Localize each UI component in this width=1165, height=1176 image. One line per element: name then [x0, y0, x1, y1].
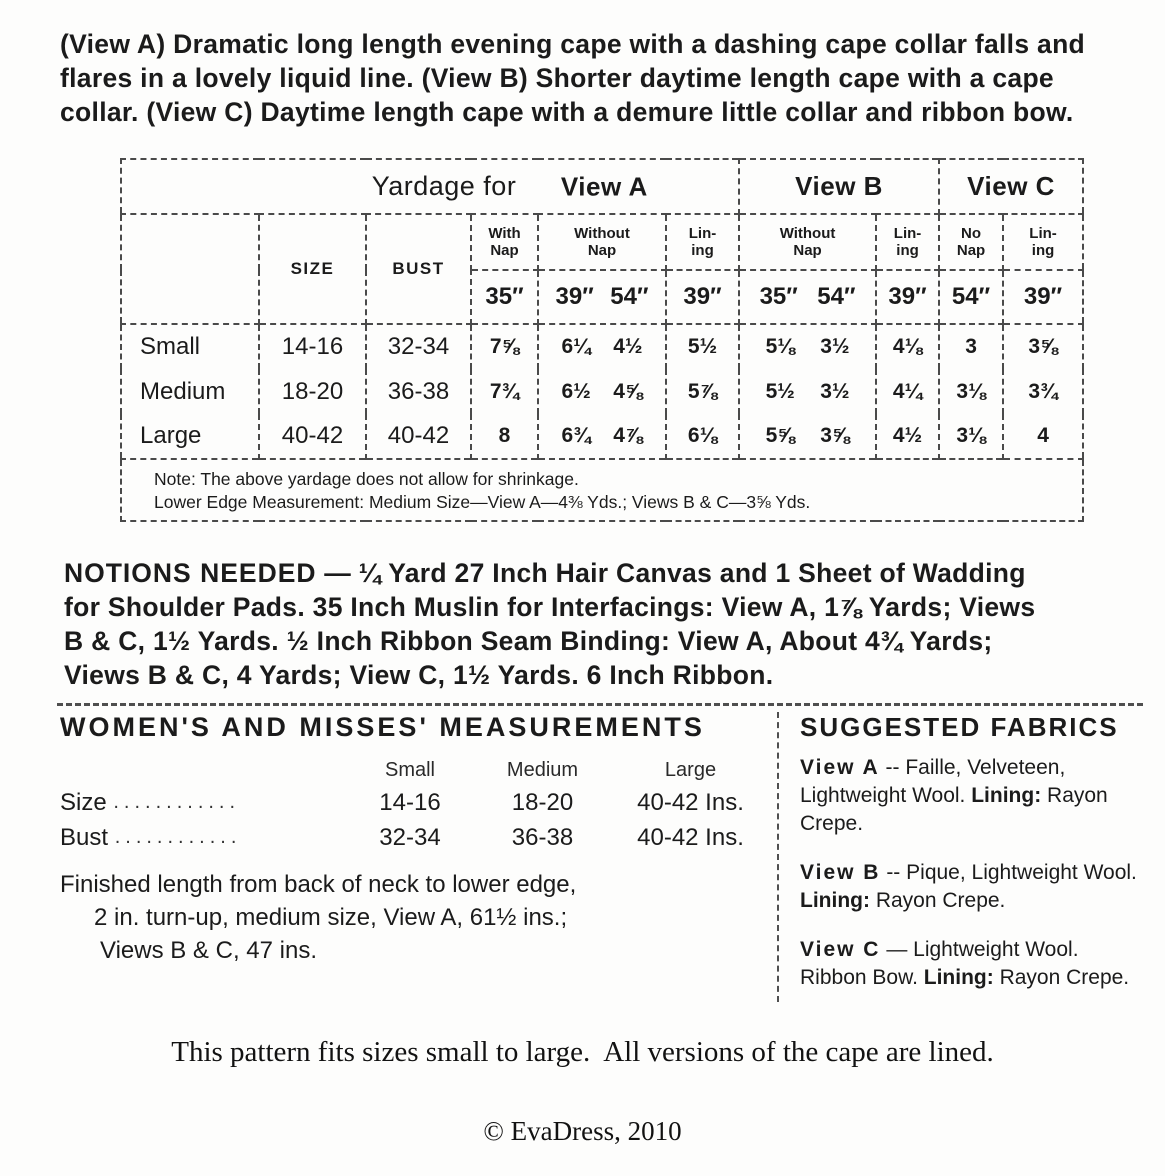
dot-leader: ............: [114, 826, 242, 848]
yardage-table-section: [120, 158, 1084, 522]
bust-column-header: BUST: [366, 214, 471, 324]
notions-paragraph: [64, 556, 1154, 692]
size-name-cell: Large: [121, 414, 259, 459]
yardage-row-large: [121, 414, 1083, 459]
copyright: © EvaDress, 2010: [483, 1116, 682, 1146]
yardage-value: 4: [1037, 424, 1049, 447]
dot-leader: ............: [113, 791, 241, 813]
notions-heading: NOTIONS NEEDED: [64, 558, 317, 588]
intro-line: (View A) Dramatic long length evening cape with a dashing cape collar falls and: [60, 29, 1086, 59]
yardage-header-row: [121, 159, 1083, 214]
notions-line: Views B & C, 4 Yards; View C, 1½ Yards. 6 Inch Ribbon.: [64, 660, 774, 690]
lining-label: Lining:: [971, 784, 1048, 807]
view-b-header: View B: [739, 159, 939, 214]
size-name-cell: Small: [121, 324, 259, 369]
view-b-lining-header: Lin- ing: [876, 214, 939, 270]
finished-length-note: Finished length from back of neck to lower edge, 2 in. turn-up, medium size, View A, 61½ ins.; Views B & C, 47 ins.: [60, 871, 577, 964]
fabric-item-view-a: View A -- Faille, Velveteen, Lightweight Wool. Lining: Rayon Crepe.: [800, 756, 1108, 835]
view-c-no-nap-header: No Nap: [939, 214, 1003, 270]
view-c-header: View C: [939, 159, 1083, 214]
vertical-divider: [777, 712, 779, 1002]
yardage-value-pair: 5⅝ 3⅝: [739, 414, 876, 459]
measurement-value: 14-16: [379, 789, 441, 816]
yardage-row-small: [121, 324, 1083, 369]
fabric-item-view-b: View B -- Pique, Lightweight Wool. Lining: Rayon Crepe.: [800, 861, 1137, 912]
fabric-view-label: View C: [800, 938, 881, 961]
col-header-medium: Medium: [506, 759, 579, 781]
view-a-with-nap-header: With Nap: [471, 214, 538, 270]
view-a-header: View A: [560, 171, 648, 201]
yardage-subheader-row: [121, 214, 1083, 270]
view-a-lining-header: Lin- ing: [666, 214, 739, 270]
empty-corner-cell: [121, 214, 259, 324]
yardage-value: 8: [471, 414, 538, 459]
yardage-notes-cell: [121, 459, 1083, 521]
measurements-section: [60, 712, 766, 967]
size-range-cell: 40-42: [259, 414, 366, 459]
suggested-fabrics-title: SUGGESTED FABRICS: [800, 712, 1119, 742]
width-b-without-nap: 35″ 54″: [739, 270, 876, 324]
yardage-value: 3⅝: [1028, 335, 1058, 358]
measurements-title: WOMEN'S AND MISSES' MEASUREMENTS: [60, 712, 705, 742]
fabric-item-view-c: View C — Lightweight Wool. Ribbon Bow. Lining: Rayon Crepe.: [800, 938, 1130, 989]
width-b-lining: 39″: [876, 270, 939, 324]
yardage-value-pair: 6½ 4⅝: [538, 369, 666, 414]
yardage-row-medium: [121, 369, 1083, 414]
measurement-row-label: Size ............: [60, 789, 241, 816]
measurement-row-label: Bust ............: [60, 824, 242, 851]
measurement-value: 18-20: [511, 789, 574, 816]
yardage-value: 4½: [876, 414, 939, 459]
shrinkage-note: Note: The above yardage does not allow for shrinkage.: [154, 469, 579, 489]
yardage-value-pair: 6¾ 4⅞: [538, 414, 666, 459]
view-b-without-nap-header: Without Nap: [739, 214, 876, 270]
notions-line: for Shoulder Pads. 35 Inch Muslin for Interfacings: View A, 1⅞ Yards; Views: [64, 592, 1036, 622]
intro-line: collar. (View C) Daytime length cape with a demure little collar and ribbon bow.: [60, 97, 1074, 127]
bust-range-cell: 36-38: [366, 369, 471, 414]
size-range-cell: 18-20: [259, 369, 366, 414]
notions-line: NOTIONS NEEDED — ¼ Yard 27 Inch Hair Canvas and 1 Sheet of Wadding: [64, 558, 1026, 588]
yardage-value-pair: 6¼ 4½: [538, 324, 666, 369]
bust-range-cell: 40-42: [366, 414, 471, 459]
fit-note: This pattern fits sizes small to large. All versions of the cape are lined.: [171, 1036, 994, 1068]
empty-header-cell: [60, 759, 350, 782]
yardage-value-pair: 5⅛ 3½: [739, 324, 876, 369]
notions-line: B & C, 1½ Yards. ½ Inch Ribbon Seam Binding: View A, About 4¾ Yards;: [64, 626, 993, 656]
view-a-without-nap-header: Without Nap: [538, 214, 666, 270]
yardage-notes-row: [121, 459, 1083, 521]
yardage-value: 3: [939, 324, 1003, 369]
bust-range-cell: 32-34: [366, 324, 471, 369]
size-range-cell: 14-16: [259, 324, 366, 369]
lining-label: Lining:: [800, 889, 876, 912]
measurement-value: 40-42 Ins.: [637, 789, 744, 816]
suggested-fabrics-section: [800, 712, 1148, 1013]
width-c-no-nap: 54″: [939, 270, 1003, 324]
measurements-table: [60, 759, 766, 852]
size-column-header: SIZE: [259, 214, 366, 324]
horizontal-divider: [57, 703, 1143, 706]
yardage-value: 5⅞: [666, 369, 739, 414]
col-header-small: Small: [384, 759, 435, 781]
measurement-value: 40-42 Ins.: [637, 824, 744, 851]
yardage-value: 3⅛: [939, 369, 1003, 414]
yardage-value: 4⅛: [876, 324, 939, 369]
width-a-lining: 39″: [666, 270, 739, 324]
yardage-title-cell: [121, 159, 739, 214]
size-name-cell: Medium: [121, 369, 259, 414]
yardage-value: 7¾: [471, 369, 538, 414]
fabric-view-label: View B: [800, 861, 881, 884]
view-c-lining-header: Lin- ing: [1003, 214, 1083, 270]
yardage-value-pair: 5½ 3½: [739, 369, 876, 414]
fabric-view-label: View A: [800, 756, 880, 779]
yardage-value: 3⅛: [939, 414, 1003, 459]
intro-line: flares in a lovely liquid line. (View B) Shorter daytime length cape with a cape: [60, 63, 1054, 93]
lower-edge-note: Lower Edge Measurement: Medium Size—View A—4⅜ Yds.; Views B & C—3⅝ Yds.: [154, 492, 811, 512]
yardage-value: 5½: [666, 324, 739, 369]
width-a-without-nap: 39″ 54″: [538, 270, 666, 324]
yardage-title: Yardage for: [371, 171, 517, 201]
intro-paragraph: [60, 27, 1158, 129]
col-header-large: Large: [664, 759, 717, 781]
width-c-lining: 39″: [1003, 270, 1083, 324]
yardage-table: [120, 158, 1084, 522]
yardage-value: 3¾: [1028, 379, 1058, 403]
yardage-value: 4¼: [876, 369, 939, 414]
measurement-value: 36-38: [511, 824, 574, 851]
lining-label: Lining:: [923, 966, 1000, 989]
measurement-value: 32-34: [379, 824, 441, 851]
yardage-value: 6⅛: [666, 414, 739, 459]
width-a-with-nap: 35″: [471, 270, 538, 324]
yardage-value: 7⅝: [471, 324, 538, 369]
